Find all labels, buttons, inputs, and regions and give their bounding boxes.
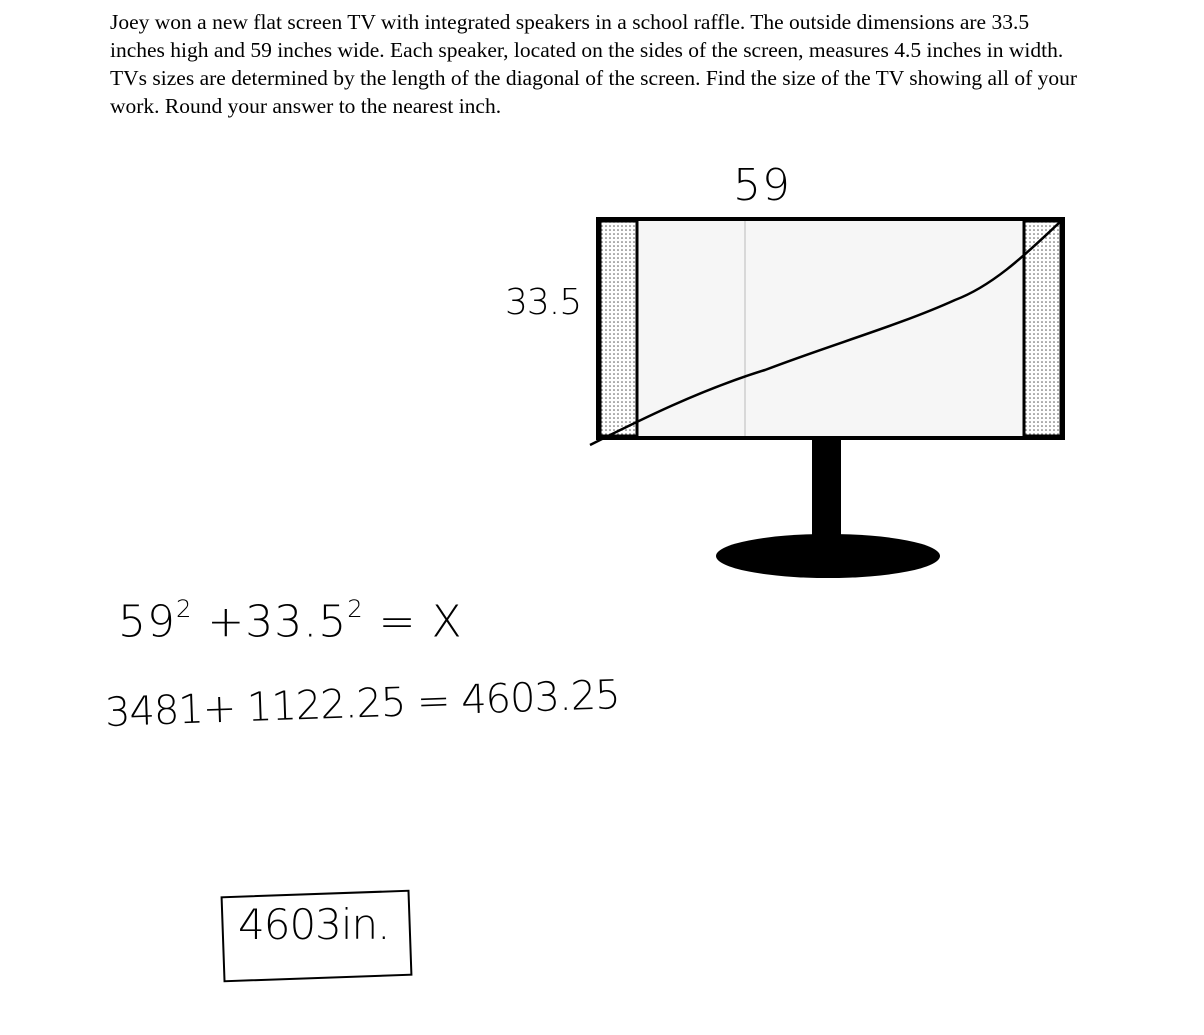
right-speaker	[1024, 221, 1061, 436]
final-answer: 4603in.	[238, 900, 390, 949]
work-exponent-1: 2	[176, 595, 193, 623]
problem-statement: Joey won a new flat screen TV with integrated speakers in a school raffle. The outside dimensions are 33.5 inches high and 59 inches wide. Each speaker, located on the sides of the screen, measures 4.5 inches in width. TVs sizes are determined by the length of the diagonal of the screen. Find the size of the TV showing all of your work. Round your answer to the nearest inch.	[110, 10, 1078, 118]
width-label: 59	[733, 160, 791, 211]
work-result: = X	[363, 596, 463, 648]
tv-stand-neck	[812, 440, 841, 536]
left-speaker	[600, 221, 637, 436]
tv-stand-base	[716, 534, 940, 578]
work-exponent-2: 2	[347, 595, 364, 623]
work-line-1	[118, 595, 463, 647]
work-term-2: +33.5	[192, 596, 348, 648]
height-label: 33.5	[505, 282, 582, 323]
work-term-1: 59	[118, 596, 176, 648]
tv-screen	[598, 219, 1063, 438]
work-line-2: 3481+ 1122.25 = 4603.25	[104, 672, 621, 736]
